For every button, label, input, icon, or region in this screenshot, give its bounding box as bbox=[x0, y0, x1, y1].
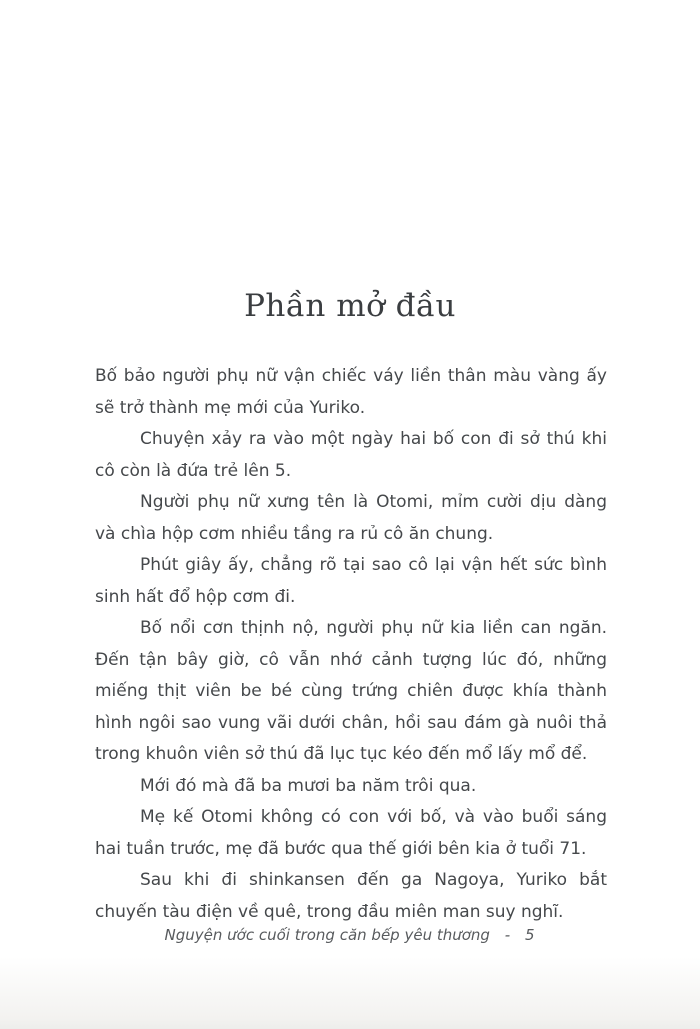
paragraph: Phút giây ấy, chẳng rõ tại sao cô lại vận hết sức bình sinh hất đổ hộp cơm đi. bbox=[95, 555, 607, 607]
footer-separator: - bbox=[504, 926, 511, 944]
paragraph: Người phụ nữ xưng tên là Otomi, mỉm cười dịu dàng và chìa hộp cơm nhiều tầng ra rủ cô ăn chung. bbox=[95, 492, 607, 544]
paragraph: Bố nổi cơn thịnh nộ, người phụ nữ kia liền can ngăn. Đến tận bây giờ, cô vẫn nhớ cảnh tượng lúc đó, những miếng thịt viên be bé cùng trứng chiên được khía thành hình ngôi sao vung vãi dưới chân, hồi sau đám gà nuôi thả trong khuôn viên sở thú đã lục tục kéo đến mổ lấy mổ để. bbox=[95, 618, 607, 764]
paragraph: Mẹ kế Otomi không có con với bố, và vào buổi sáng hai tuần trước, mẹ đã bước qua thế giới bên kia ở tuổi 71. bbox=[95, 807, 607, 859]
paragraph: Sau khi đi shinkansen đến ga Nagoya, Yuriko bắt chuyến tàu điện về quê, trong đầu miên man suy nghĩ. bbox=[95, 870, 607, 922]
chapter-title: Phần mở đầu bbox=[244, 288, 456, 324]
paragraph: Mới đó mà đã ba mươi ba năm trôi qua. bbox=[140, 775, 477, 796]
footer-page-number: 5 bbox=[524, 926, 536, 944]
paragraph: Chuyện xảy ra vào một ngày hai bố con đi sở thú khi cô còn là đứa trẻ lên 5. bbox=[95, 429, 607, 481]
body-text bbox=[95, 361, 607, 928]
footer-book-title: Nguyện ước cuối trong căn bếp yêu thương bbox=[164, 926, 490, 944]
page-footer bbox=[0, 926, 700, 944]
paragraph: Bố bảo người phụ nữ vận chiếc váy liền thân màu vàng ấy sẽ trở thành mẹ mới của Yuriko. bbox=[95, 366, 607, 418]
